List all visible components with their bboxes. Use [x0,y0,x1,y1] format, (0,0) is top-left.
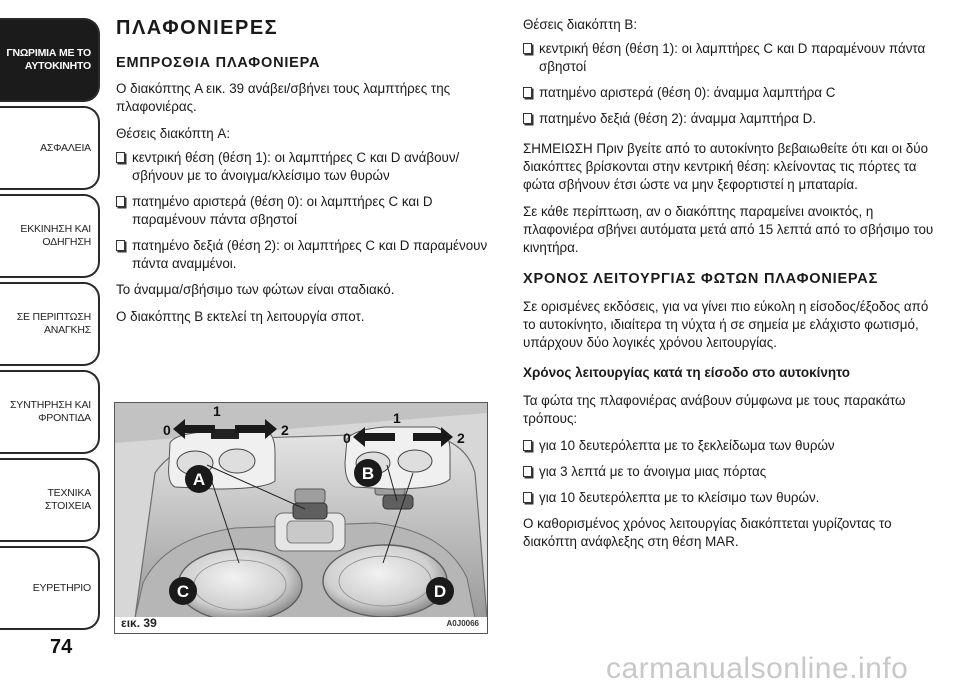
section-title-timing: ΧΡΟΝΟΣ ΛΕΙΤΟΥΡΓΙΑΣ ΦΩΤΩΝ ΠΛΑΦΟΝΙΕΡΑΣ [523,271,879,287]
bullet-box-icon [116,240,125,251]
subsection-title-entry: Χρόνος λειτουργίας κατά τη είσοδο στο αυτοκίνητο [523,365,851,380]
tab-emergency[interactable]: ΣΕ ΠΕΡΙΠΤΩΣΗ ΑΝΑΓΚΗΣ [0,282,100,366]
paragraph-sub-intro: Τα φώτα της πλαφονιέρας ανάβουν σύμφωνα με τους παρακάτω τρόπους: [523,393,906,426]
list-item: για 10 δευτερόλεπτα με το κλείσιμο των θυρών. [523,489,940,507]
paragraph-spot: Ο διακόπτης B εκτελεί τη λειτουργία σποτ. [116,309,365,324]
figure-caption: εικ. 39 [121,616,157,630]
fig-label-pos2-a: 2 [281,422,289,438]
list-item: πατημένο αριστερά (θέση 0): άναμμα λαμπτήρα C [523,84,940,102]
ceiling-light-illustration [115,403,487,633]
bullet-box-icon [523,87,532,98]
bullet-box-icon [523,440,532,451]
list-item: πατημένο δεξιά (θέση 2): οι λαμπτήρες C και D παραμένουν πάντα αναμμένοι. [116,237,493,273]
list-item: πατημένο αριστερά (θέση 0): οι λαμπτήρες C και D παραμένουν πάντα σβηστοί [116,193,493,229]
fig-label-pos0-b: 0 [343,430,351,446]
fig-label-pos1-a: 1 [213,403,221,419]
figure-39 [114,402,488,634]
paragraph-switch-b-heading: Θέσεις διακόπτη B: [523,17,638,32]
bullet-box-icon [523,466,532,477]
svg-text:C: C [176,582,190,601]
list-item: πατημένο δεξιά (θέση 2): άναμμα λαμπτήρα D. [523,110,940,128]
paragraph-note: ΣΗΜΕΙΩΣΗ Πριν βγείτε από το αυτοκίνητο βεβαιωθείτε ότι και οι δύο διακόπτες βρίσκονται στην κεντρική θέση: κλείνοντας τις πόρτες τα φώτα σβήνουν έτσι ώστε να μην ξεφορτιστεί η μπαταρία. [523,141,929,192]
right-column [520,16,940,560]
tab-index[interactable]: ΕΥΡΕΤΗΡΙΟ [0,546,100,630]
paragraph-closing: Ο καθορισμένος χρόνος λειτουργίας διακόπτεται γυρίζοντας το διακόπτη ανάφλεξης στη θέση MAR. [523,516,892,549]
tab-maintenance[interactable]: ΣΥΝΤΗΡΗΣΗ ΚΑΙ ΦΡΟΝΤΙΔΑ [0,370,100,454]
fig-label-pos0-a: 0 [163,422,171,438]
list-item: κεντρική θέση (θέση 1): οι λαμπτήρες C και D ανάβουν/σβήνουν με το άνοιγμα/κλείσιμο των θυρών [116,149,493,185]
paragraph-section2-intro: Σε ορισμένες εκδόσεις, για να γίνει πιο εύκολη η είσοδος/έξοδος από το αυτοκίνητο, ιδιαίτερα τη νύχτα ή σε σημεία με ελάχιστο φωτισμό, υπάρχουν δύο λογικές χρόνου λειτουργίας. [523,299,929,350]
left-column [113,16,493,335]
fig-label-pos1-b: 1 [393,410,401,426]
svg-text:A: A [192,470,206,489]
page-number: 74 [50,636,73,658]
svg-text:B: B [361,464,375,483]
watermark: carmanualsonline.info [606,652,909,685]
list-item: κεντρική θέση (θέση 1): οι λαμπτήρες C και D παραμένουν πάντα σβηστοί [523,40,940,76]
bullet-box-icon [523,113,532,124]
tab-safety[interactable]: ΑΣΦΑΛΕΙΑ [0,106,100,190]
page-title: ΠΛΑΦΟΝΙΕΡΕΣ [116,17,279,39]
bullet-box-icon [116,152,125,163]
paragraph-gradual: Το άναμμα/σβήσιμο των φώτων είναι σταδιακό. [116,282,395,297]
svg-text:D: D [433,582,447,601]
paragraph-auto-off: Σε κάθε περίπτωση, αν ο διακόπτης παραμείνει ανοικτός, η πλαφονιέρα σβήνει αυτόματα μετά από 15 λεπτά από το σβήσιμο του κινητήρα. [523,204,934,255]
paragraph-intro: Ο διακόπτης A εικ. 39 ανάβει/σβήνει τους λαμπτήρες της πλαφονιέρας. [116,81,451,114]
figure-code: A0J0066 [446,619,479,628]
list-item: για 3 λεπτά με το άνοιγμα μιας πόρτας [523,463,940,481]
tab-getting-to-know[interactable]: ΓΝΩΡΙΜΙΑ ΜΕ ΤΟ ΑΥΤΟΚΙΝΗΤΟ [0,18,100,102]
bullet-box-icon [523,43,532,54]
bullet-box-icon [523,492,532,503]
bullet-box-icon [116,196,125,207]
tab-technical-data[interactable]: ΤΕΧΝΙΚΑ ΣΤΟΙΧΕΙΑ [0,458,100,542]
section-title-front-light: ΕΜΠΡΟΣΘΙΑ ΠΛΑΦΟΝΙΕΡΑ [116,55,321,71]
paragraph-switch-a-heading: Θέσεις διακόπτη A: [116,126,231,141]
fig-label-pos2-b: 2 [457,430,465,446]
list-item: για 10 δευτερόλεπτα με το ξεκλείδωμα των θυρών [523,437,940,455]
tab-starting-driving[interactable]: ΕΚΚΙΝΗΣΗ ΚΑΙ ΟΔΗΓΗΣΗ [0,194,100,278]
